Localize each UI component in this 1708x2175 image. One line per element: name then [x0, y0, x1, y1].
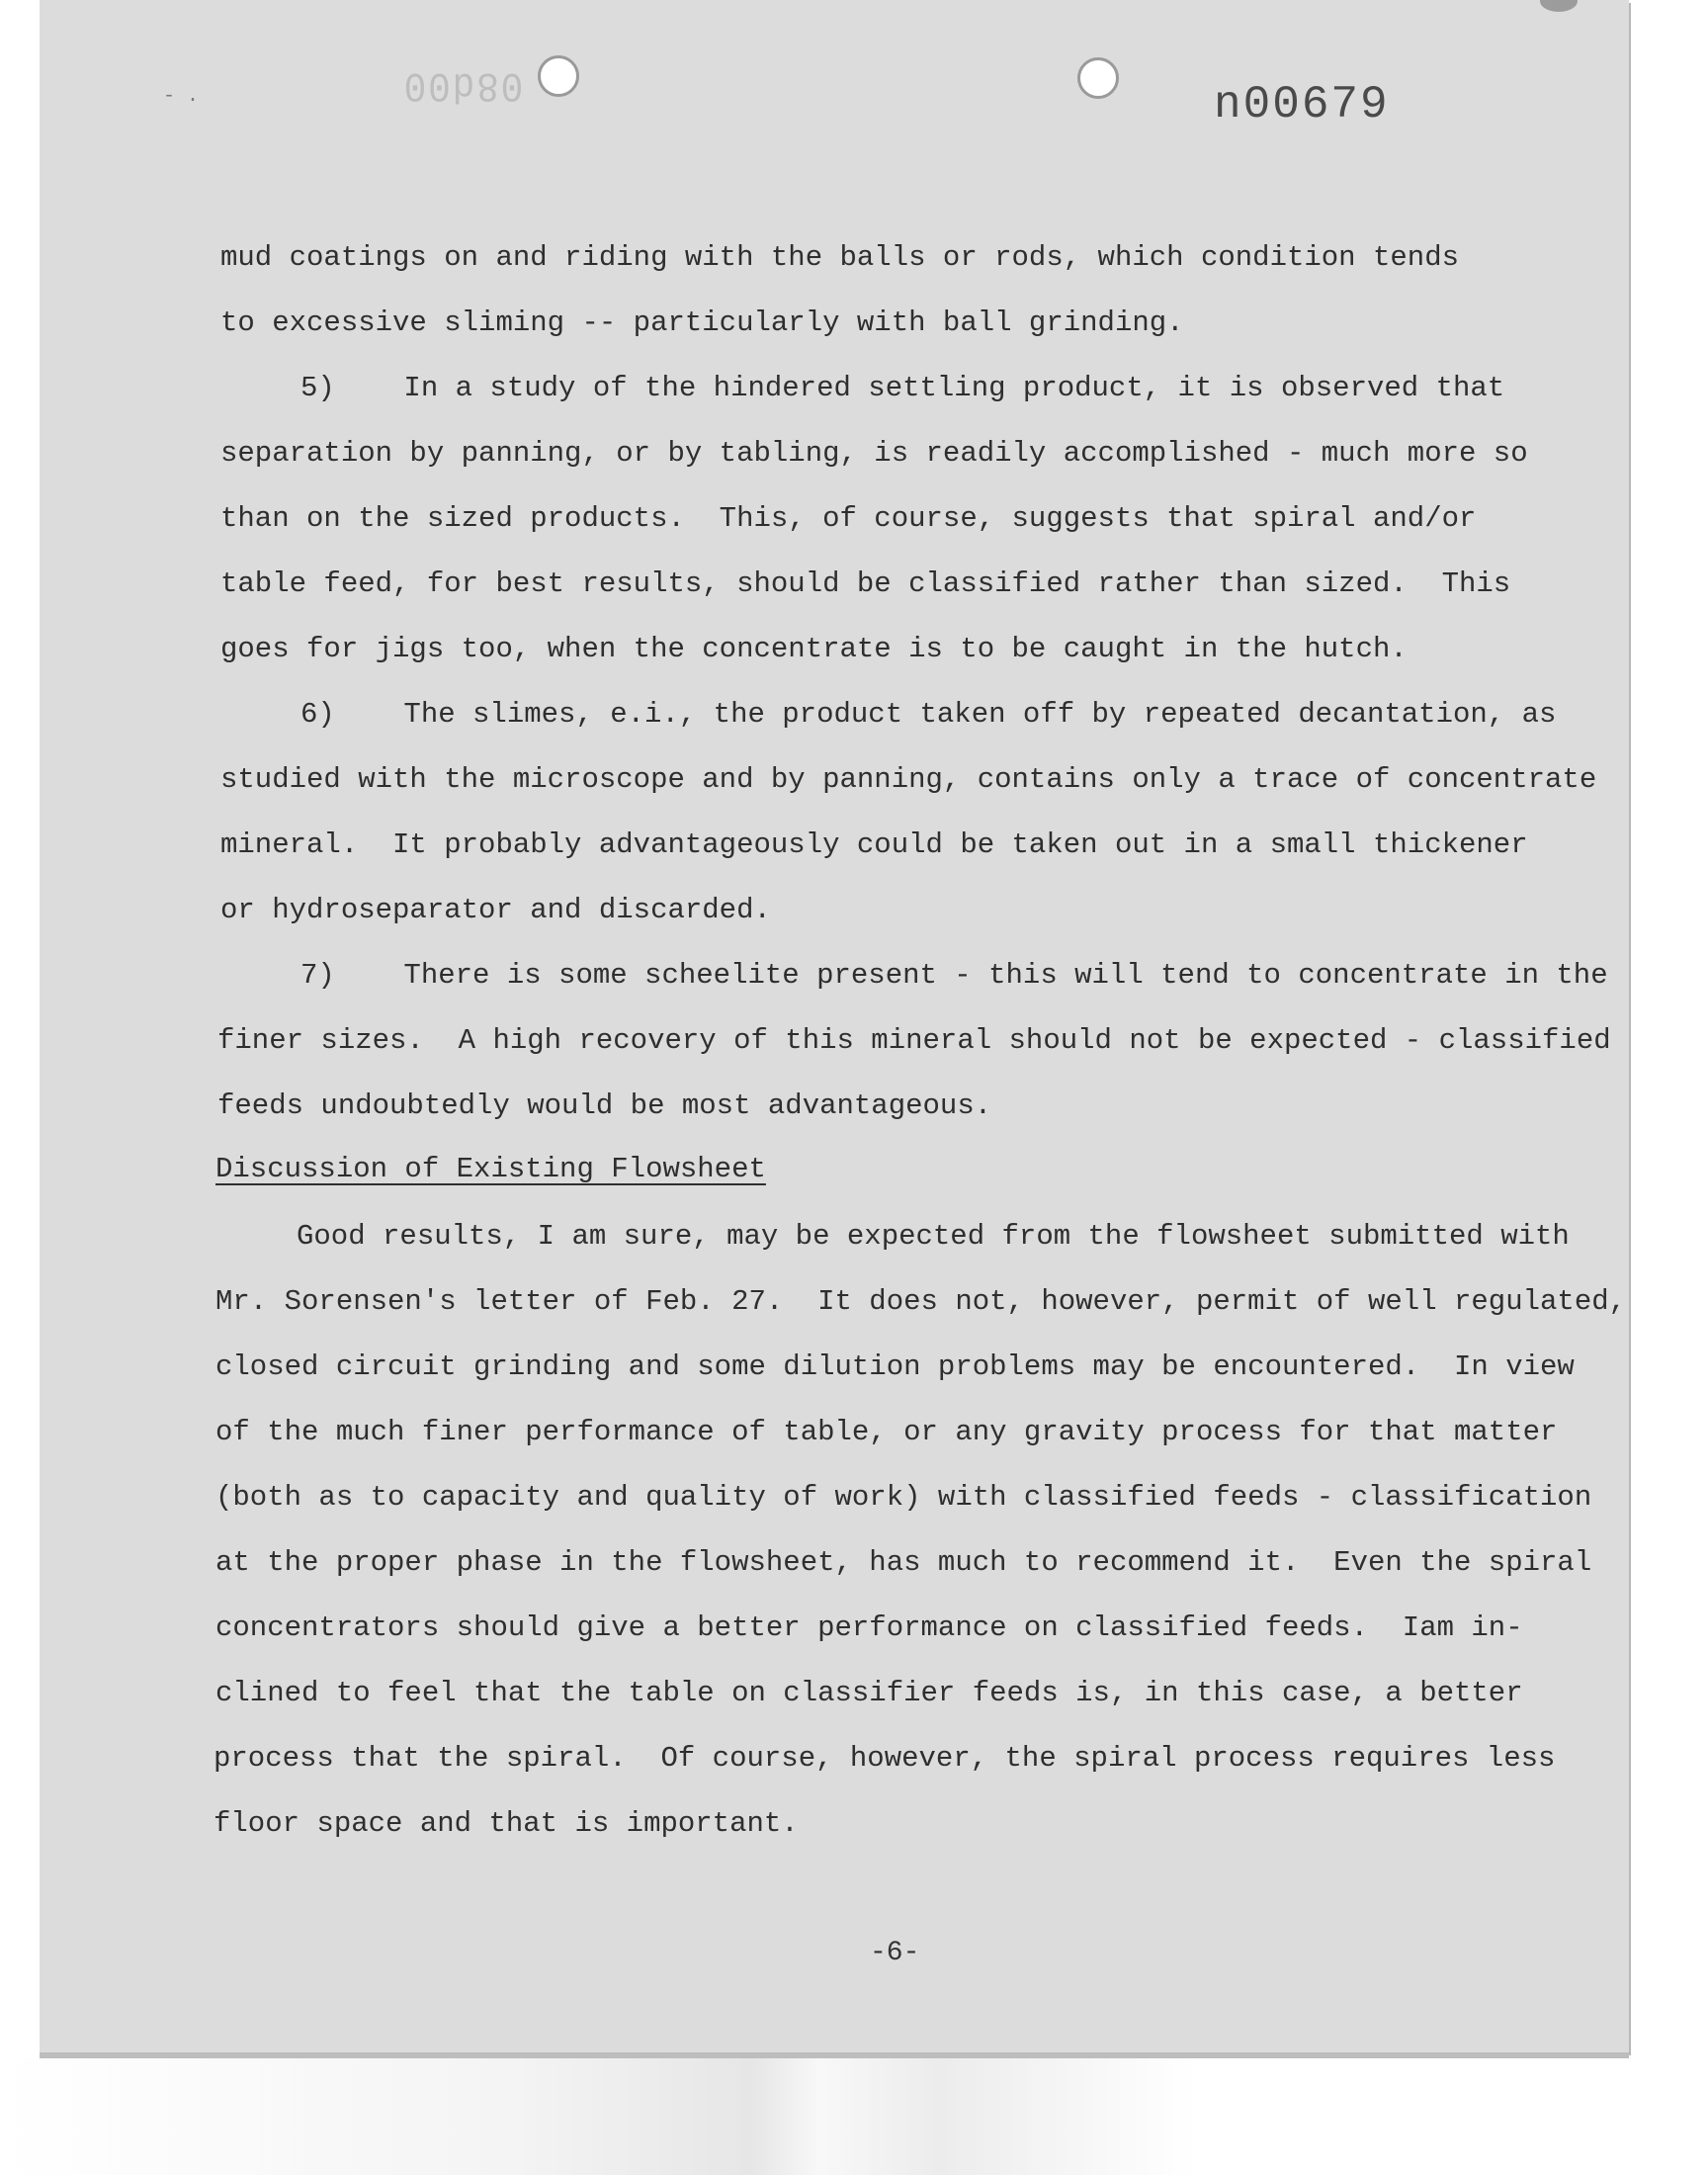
body-line: of the much finer performance of table, or any gravity process for that matter	[215, 1416, 1558, 1448]
body-line: clined to feel that the table on classifier feeds is, in this case, a better	[215, 1677, 1523, 1709]
page-number: -6-	[870, 1938, 920, 1968]
body-line: separation by panning, or by tabling, is readily accomplished - much more so	[220, 437, 1528, 470]
body-line: finer sizes. A high recovery of this mineral should not be expected - classified	[217, 1024, 1611, 1057]
body-line: closed circuit grinding and some dilution problems may be encountered. In view	[215, 1350, 1575, 1383]
body-line: 7) There is some scheelite present - this will tend to concentrate in the	[300, 959, 1608, 992]
body-line: to excessive sliming -- particularly with ball grinding.	[220, 306, 1184, 339]
page-stamp: n00679	[1214, 79, 1390, 130]
corner-mark	[1540, 0, 1578, 12]
body-line: Good results, I am sure, may be expected from the flowsheet submitted with	[297, 1220, 1570, 1253]
body-line: than on the sized products. This, of course, suggests that spiral and/or	[220, 502, 1477, 535]
section-heading: Discussion of Existing Flowsheet	[215, 1153, 766, 1185]
body-line: at the proper phase in the flowsheet, has much to recommend it. Even the spiral	[215, 1546, 1592, 1579]
body-line: (both as to capacity and quality of work) with classified feeds - classification	[215, 1481, 1592, 1514]
stray-marks: - .	[163, 85, 200, 108]
body-line: floor space and that is important.	[214, 1807, 799, 1840]
body-line: Mr. Sorensen's letter of Feb. 27. It does not, however, permit of well regulated,	[215, 1285, 1627, 1318]
faded-page-stamp: 08d00	[401, 61, 524, 109]
body-line: table feed, for best results, should be classified rather than sized. This	[220, 567, 1511, 600]
punch-hole-right	[1077, 57, 1119, 99]
body-line: or hydroseparator and discarded.	[220, 894, 771, 926]
punch-hole-left	[538, 55, 579, 97]
body-line: mud coatings on and riding with the balls or rods, which condition tends	[220, 241, 1460, 274]
scan-bottom-strip	[0, 2058, 1708, 2175]
body-line: feeds undoubtedly would be most advantageous.	[217, 1089, 992, 1122]
body-line: goes for jigs too, when the concentrate is to be caught in the hutch.	[220, 633, 1408, 665]
body-line: process that the spiral. Of course, however, the spiral process requires less	[214, 1742, 1556, 1775]
body-line: studied with the microscope and by panning, contains only a trace of concentrate	[220, 763, 1597, 796]
body-line: concentrators should give a better performance on classified feeds. Iam in-	[215, 1611, 1523, 1644]
body-line: mineral. It probably advantageously could be taken out in a small thickener	[220, 828, 1528, 861]
body-line: 5) In a study of the hindered settling product, it is observed that	[300, 372, 1505, 404]
body-line: 6) The slimes, e.i., the product taken off by repeated decantation, as	[300, 698, 1557, 731]
